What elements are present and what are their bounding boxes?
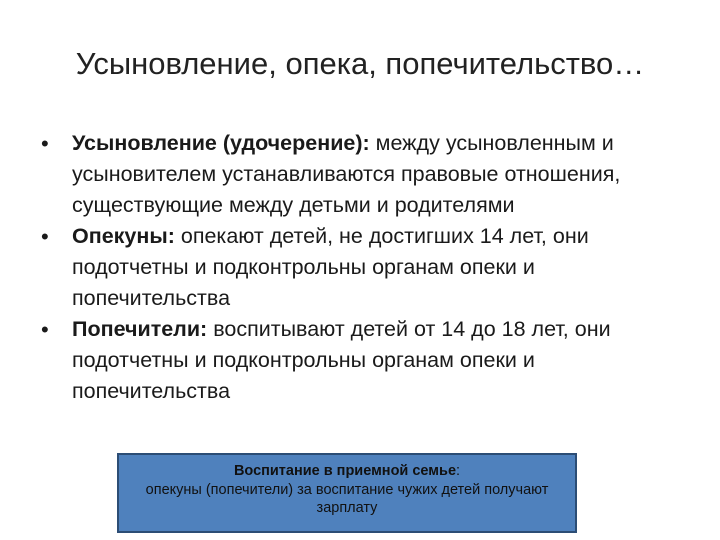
bullet-dot: • [41,131,49,156]
box-text: опекуны (попечители) за воспитание чужих детей получают зарплату [145,481,549,516]
bullet-dot: • [41,317,49,342]
bullet-term: Попечители: [72,317,208,341]
bullet-item-trustees [38,314,678,407]
bullet-text: воспитывают детей от 14 до 18 лет, они подотчетны и подконтрольны органам опеки и попечительства [72,317,611,403]
bullet-dot: • [41,224,49,249]
bullet-item-guardians [38,221,678,314]
bullet-text: между усыновленным и усыновителем устанавливаются правовые отношения, существующие между детьми и родителями [72,131,621,217]
bullet-term: Усыновление (удочерение): [72,131,370,155]
foster-care-box [117,453,577,533]
bullet-item-adoption [38,128,678,221]
slide-title: Усыновление, опека, попечительство… [75,46,645,81]
box-title: Воспитание в приемной семье [233,463,457,479]
bullet-text: опекают детей, не достигших 14 лет, они подотчетны и подконтрольны органам опеки и попечительства [72,224,589,310]
box-title-suffix: : [456,463,461,479]
box-heading [119,462,575,481]
bullet-list [38,128,678,407]
bullet-term: Опекуны: [72,224,175,248]
